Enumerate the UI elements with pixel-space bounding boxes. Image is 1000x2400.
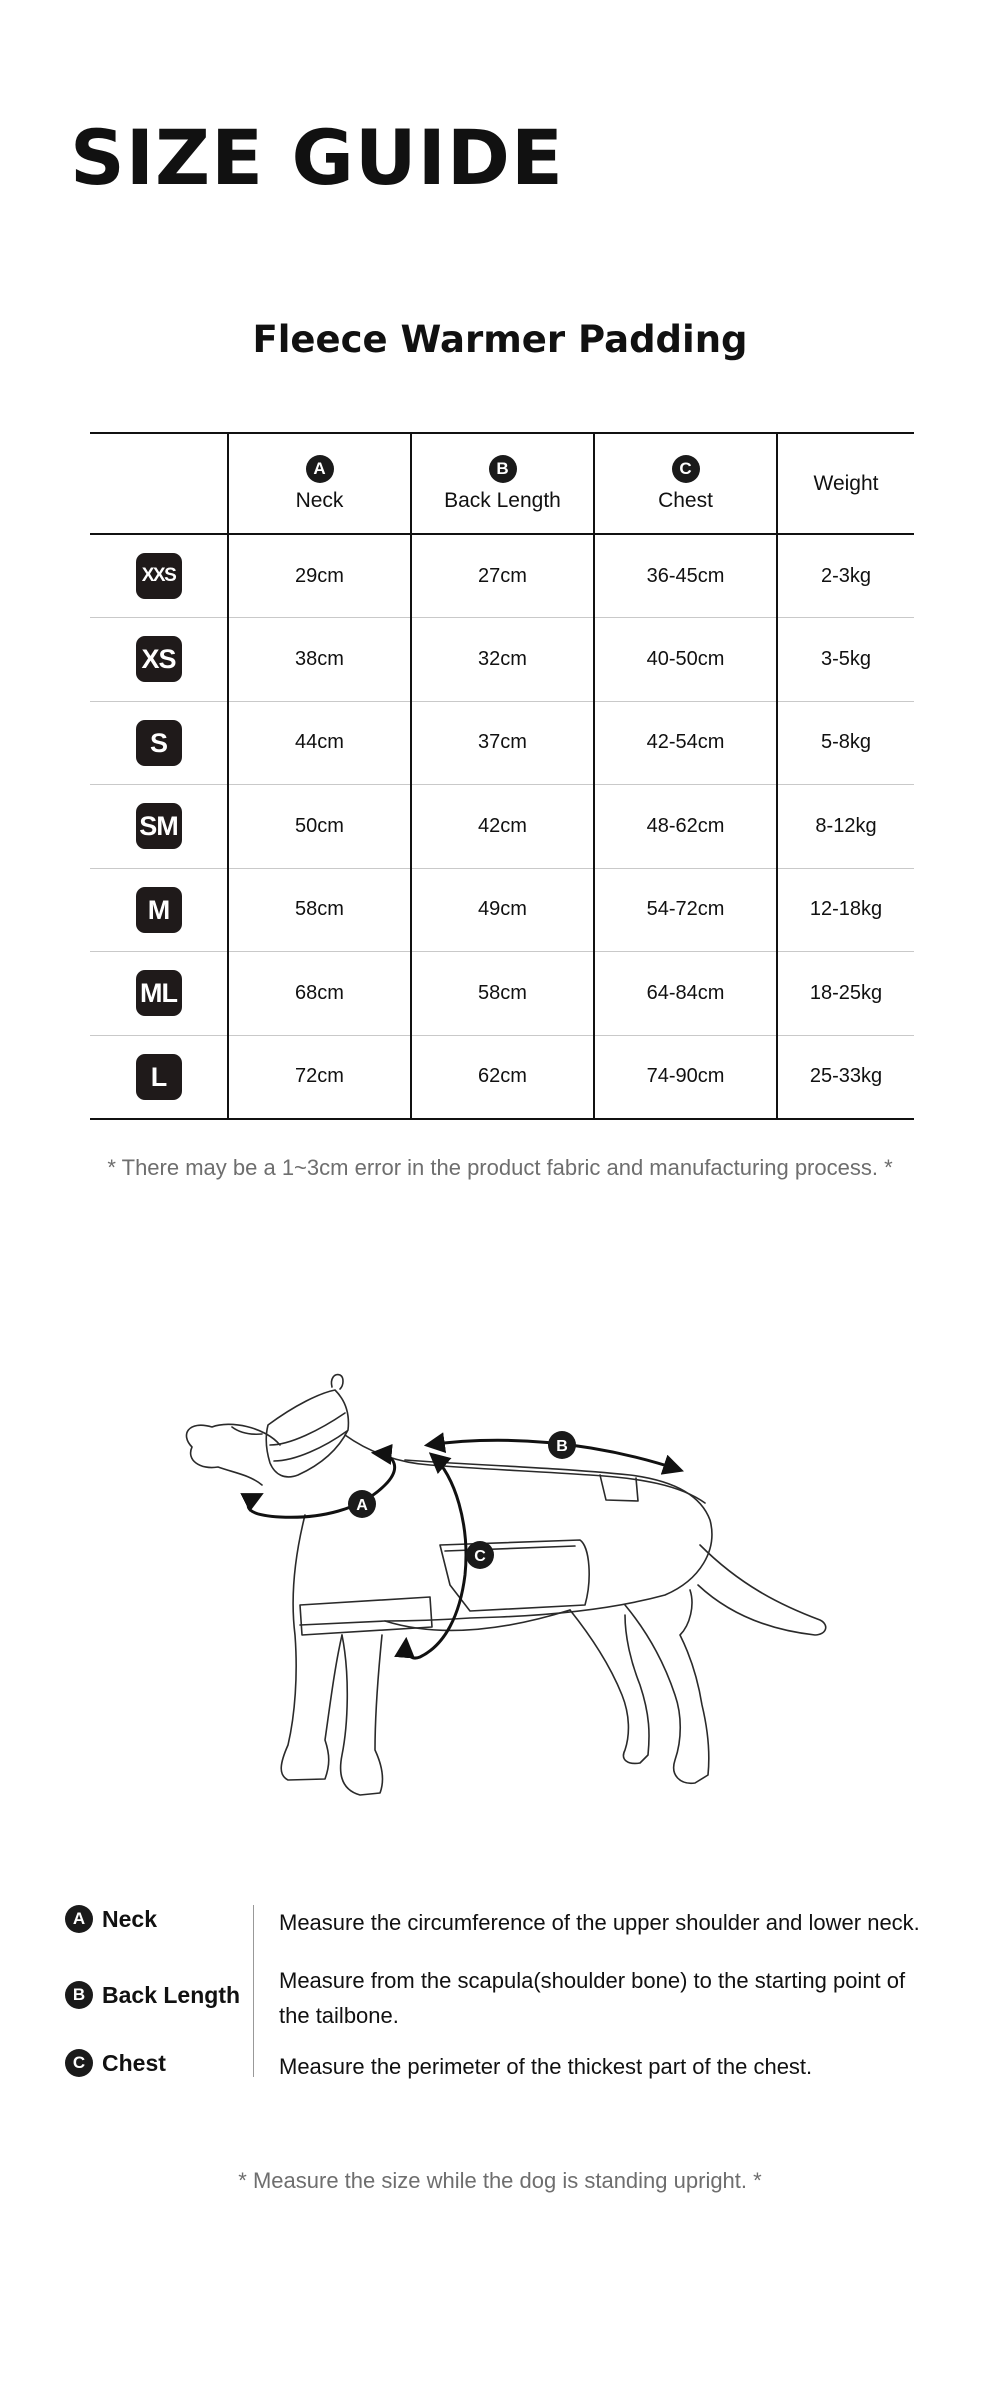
weight-cell: 3-5kg xyxy=(777,618,914,702)
back-cell: 37cm xyxy=(411,701,594,785)
chest-cell: 64-84cm xyxy=(594,952,777,1036)
legend-label: Chest xyxy=(102,2049,166,2076)
product-name: Fleece Warmer Padding xyxy=(252,318,748,361)
chest-cell: 54-72cm xyxy=(594,868,777,952)
page-title: SIZE GUIDE xyxy=(70,113,564,202)
error-note: * There may be a 1~3cm error in the product fabric and manufacturing process. * xyxy=(107,1155,893,1180)
marker-a-label: A xyxy=(356,1497,368,1514)
header-neck xyxy=(228,433,411,534)
back-cell: 58cm xyxy=(411,952,594,1036)
legend-divider xyxy=(253,1905,254,2077)
size-cell xyxy=(90,701,228,785)
size-table xyxy=(90,432,914,1120)
marker-c xyxy=(466,1541,494,1569)
weight-cell: 12-18kg xyxy=(777,868,914,952)
header-label: Neck xyxy=(295,488,344,512)
header-label: Weight xyxy=(813,471,879,495)
header-chest xyxy=(594,433,777,534)
size-badge: S xyxy=(136,720,182,766)
table-row xyxy=(90,701,914,785)
size-badge: XS xyxy=(136,636,182,682)
header-size xyxy=(90,433,228,534)
table-row xyxy=(90,534,914,618)
size-badge: XXS xyxy=(136,553,182,599)
legend-key xyxy=(65,1905,157,1933)
neck-cell: 68cm xyxy=(228,952,411,1036)
size-cell xyxy=(90,868,228,952)
header-label: Back Length xyxy=(444,488,561,512)
back-cell: 49cm xyxy=(411,868,594,952)
header-weight xyxy=(777,433,914,534)
dog-outline-icon xyxy=(186,1375,825,1795)
size-cell xyxy=(90,1035,228,1119)
standing-note: * Measure the size while the dog is standing upright. * xyxy=(238,2168,762,2193)
header-back-length xyxy=(411,433,594,534)
legend-description: Measure the circumference of the upper shoulder and lower neck. xyxy=(279,1910,920,1935)
legend-key xyxy=(65,1981,240,2009)
size-badge: SM xyxy=(136,803,182,849)
table-row xyxy=(90,618,914,702)
marker-a xyxy=(348,1490,376,1518)
weight-cell: 18-25kg xyxy=(777,952,914,1036)
legend-label: Neck xyxy=(102,1905,157,1932)
table-row xyxy=(90,868,914,952)
back-cell: 62cm xyxy=(411,1035,594,1119)
neck-cell: 29cm xyxy=(228,534,411,618)
legend-description: Measure from the scapula(shoulder bone) to the starting point of the tailbone. xyxy=(279,1968,906,2028)
chest-cell: 48-62cm xyxy=(594,785,777,869)
letter-b-icon: B xyxy=(65,1981,93,2009)
size-badge: ML xyxy=(136,970,182,1016)
size-cell xyxy=(90,785,228,869)
size-badge: L xyxy=(136,1054,182,1100)
chest-cell: 42-54cm xyxy=(594,701,777,785)
neck-cell: 72cm xyxy=(228,1035,411,1119)
neck-cell: 58cm xyxy=(228,868,411,952)
legend-key xyxy=(65,2049,166,2077)
weight-cell: 5-8kg xyxy=(777,701,914,785)
back-cell: 32cm xyxy=(411,618,594,702)
weight-cell: 8-12kg xyxy=(777,785,914,869)
letter-c-icon: C xyxy=(672,455,700,483)
size-cell xyxy=(90,952,228,1036)
chest-cell: 40-50cm xyxy=(594,618,777,702)
chest-cell: 36-45cm xyxy=(594,534,777,618)
back-cell: 27cm xyxy=(411,534,594,618)
marker-b xyxy=(548,1431,576,1459)
header-label: Chest xyxy=(658,488,713,512)
letter-a-icon: A xyxy=(65,1905,93,1933)
weight-cell: 2-3kg xyxy=(777,534,914,618)
weight-cell: 25-33kg xyxy=(777,1035,914,1119)
letter-c-icon: C xyxy=(65,2049,93,2077)
size-cell xyxy=(90,618,228,702)
table-row xyxy=(90,1035,914,1119)
size-cell xyxy=(90,534,228,618)
dog-measurement-diagram xyxy=(170,1335,870,1840)
marker-b-label: B xyxy=(556,1438,568,1455)
letter-a-icon: A xyxy=(306,455,334,483)
size-badge: M xyxy=(136,887,182,933)
table-row xyxy=(90,952,914,1036)
neck-cell: 44cm xyxy=(228,701,411,785)
marker-c-label: C xyxy=(474,1548,486,1565)
legend-description: Measure the perimeter of the thickest part of the chest. xyxy=(279,2054,813,2079)
table-row xyxy=(90,785,914,869)
neck-cell: 38cm xyxy=(228,618,411,702)
legend-label: Back Length xyxy=(102,1981,241,2008)
back-cell: 42cm xyxy=(411,785,594,869)
chest-cell: 74-90cm xyxy=(594,1035,777,1119)
neck-cell: 50cm xyxy=(228,785,411,869)
letter-b-icon: B xyxy=(489,455,517,483)
table-header-row xyxy=(90,433,914,534)
